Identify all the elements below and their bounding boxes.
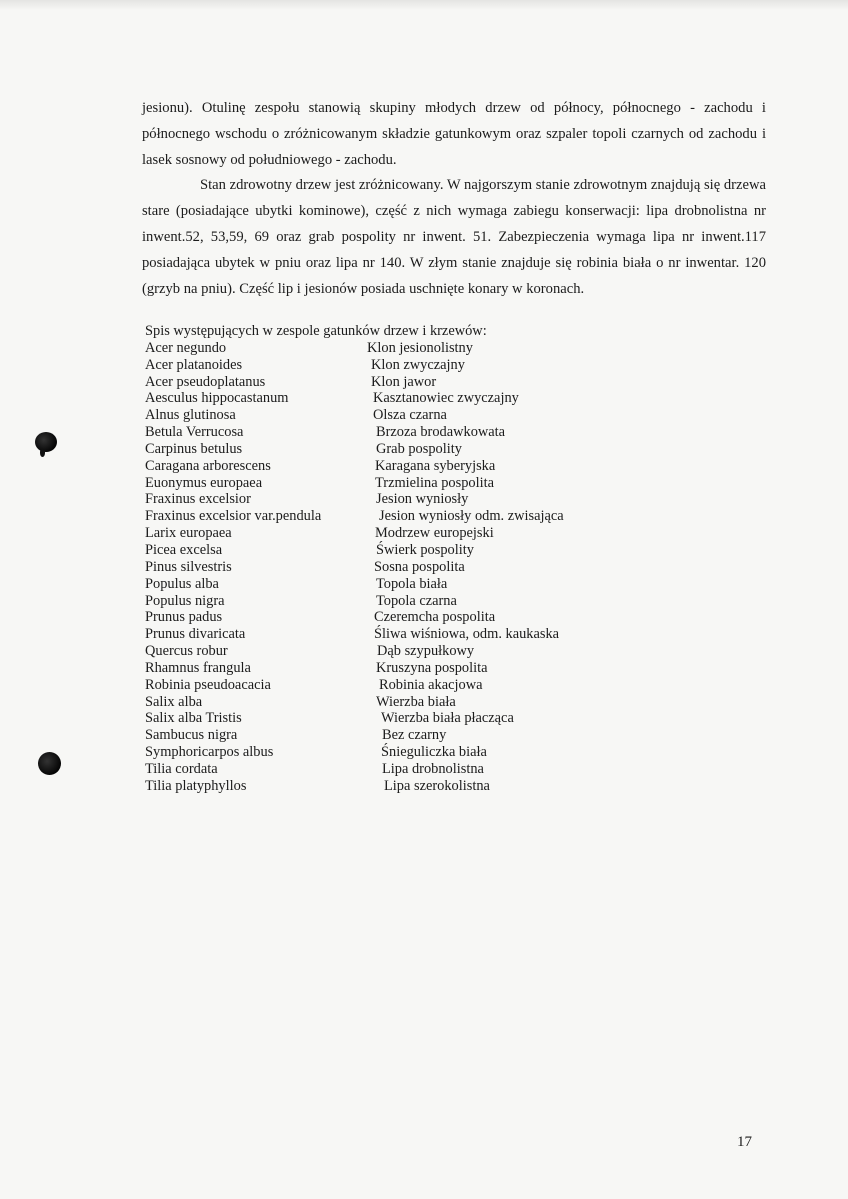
latin-name: Larix europaea bbox=[145, 525, 232, 542]
species-row bbox=[145, 491, 645, 508]
latin-name: Acer platanoides bbox=[145, 356, 243, 373]
polish-name: Śnieguliczka biała bbox=[381, 744, 487, 761]
polish-name: Kasztanowiec zwyczajny bbox=[373, 390, 519, 407]
polish-name: Lipa drobnolistna bbox=[382, 760, 484, 777]
species-row bbox=[145, 525, 645, 542]
polish-name: Dąb szypułkowy bbox=[377, 643, 475, 660]
body-text bbox=[142, 96, 766, 302]
latin-name: Tilia cordata bbox=[145, 760, 218, 777]
species-rows bbox=[145, 340, 645, 795]
latin-name: Populus nigra bbox=[145, 592, 225, 609]
polish-name: Klon jawor bbox=[371, 373, 437, 390]
species-row bbox=[145, 609, 645, 626]
scan-edge bbox=[0, 0, 848, 10]
species-row bbox=[145, 576, 645, 593]
latin-name: Tilia platyphyllos bbox=[145, 777, 247, 794]
paragraph: Stan zdrowotny drzew jest zróżnicowany. W najgorszym stanie zdrowotnym znajdują się drzewa stare (posiadające ubytki kominowe), część z nich wymaga zabiegu konserwacji: lipa drobnolistna nr inwent.52, 53,59, 69 oraz grab pospolity nr inwent. 51. Zabezpieczenia wymaga lipa nr inwent.117 posiadająca ubytek w pniu oraz lipa nr 140. W złym stanie znajduje się robinia biała o nr inwentar. 120 (grzyb na pniu). Część lip i jesionów posiada uschnięte konary w koronach. bbox=[142, 177, 766, 297]
species-row bbox=[145, 744, 645, 761]
species-row bbox=[145, 727, 645, 744]
polish-name: Świerk pospolity bbox=[376, 541, 474, 558]
polish-name: Jesion wyniosły odm. zwisająca bbox=[379, 508, 564, 525]
polish-name: Olsza czarna bbox=[373, 407, 447, 424]
polish-name: Czeremcha pospolita bbox=[374, 609, 496, 626]
species-row bbox=[145, 441, 645, 458]
polish-name: Robinia akacjowa bbox=[379, 676, 483, 693]
species-row bbox=[145, 390, 645, 407]
species-row bbox=[145, 626, 645, 643]
polish-name: Kruszyna pospolita bbox=[376, 659, 488, 676]
latin-name: Carpinus betulus bbox=[145, 440, 243, 457]
polish-name: Jesion wyniosły bbox=[376, 491, 469, 508]
latin-name: Rhamnus frangula bbox=[145, 659, 251, 676]
species-row bbox=[145, 593, 645, 610]
polish-name: Karagana syberyjska bbox=[375, 457, 496, 474]
latin-name: Prunus padus bbox=[145, 609, 223, 626]
latin-name: Prunus divaricata bbox=[145, 626, 246, 643]
latin-name: Populus alba bbox=[145, 575, 219, 592]
latin-name: Betula Verrucosa bbox=[145, 424, 244, 441]
punch-hole bbox=[35, 432, 57, 452]
species-row bbox=[145, 475, 645, 492]
species-row bbox=[145, 357, 645, 374]
species-row bbox=[145, 694, 645, 711]
species-row bbox=[145, 677, 645, 694]
punch-hole bbox=[38, 752, 61, 775]
species-row bbox=[145, 542, 645, 559]
latin-name: Symphoricarpos albus bbox=[145, 744, 274, 761]
latin-name: Quercus robur bbox=[145, 643, 228, 660]
polish-name: Klon zwyczajny bbox=[371, 356, 465, 373]
latin-name: Acer pseudoplatanus bbox=[145, 373, 266, 390]
latin-name: Salix alba bbox=[145, 693, 203, 710]
polish-name: Trzmielina pospolita bbox=[375, 474, 494, 491]
species-row bbox=[145, 778, 645, 795]
species-list bbox=[145, 323, 645, 795]
paragraph: jesionu). Otulinę zespołu stanowią skupiny młodych drzew od północy, północnego - zachodu i północnego wschodu o zróżnicowanym składzie gatunkowym oraz szpaler topoli czarnych od zachodu i lasek sosnowy od południowego - zachodu. bbox=[142, 100, 766, 168]
latin-name: Caragana arborescens bbox=[145, 457, 271, 474]
species-row bbox=[145, 424, 645, 441]
latin-name: Euonymus europaea bbox=[145, 474, 263, 491]
polish-name: Wierzba biała bbox=[376, 693, 456, 710]
latin-name: Sambucus nigra bbox=[145, 727, 238, 744]
polish-name: Sosna pospolita bbox=[374, 558, 465, 575]
polish-name: Grab pospolity bbox=[376, 440, 462, 457]
polish-name: Wierzba biała płacząca bbox=[381, 710, 514, 727]
page-number: 17 bbox=[737, 1134, 752, 1150]
species-row bbox=[145, 458, 645, 475]
latin-name: Picea excelsa bbox=[145, 541, 223, 558]
species-row bbox=[145, 559, 645, 576]
species-row bbox=[145, 407, 645, 424]
latin-name: Robinia pseudoacacia bbox=[145, 676, 271, 693]
species-row bbox=[145, 643, 645, 660]
polish-name: Topola czarna bbox=[376, 592, 457, 609]
species-row bbox=[145, 340, 645, 357]
polish-name: Śliwa wiśniowa, odm. kaukaska bbox=[374, 626, 560, 643]
polish-name: Topola biała bbox=[376, 575, 448, 592]
latin-name: Alnus glutinosa bbox=[145, 407, 236, 424]
latin-name: Pinus silvestris bbox=[145, 558, 232, 575]
polish-name: Lipa szerokolistna bbox=[384, 777, 490, 794]
latin-name: Fraxinus excelsior bbox=[145, 491, 251, 508]
species-row bbox=[145, 761, 645, 778]
species-row bbox=[145, 374, 645, 391]
latin-name: Salix alba Tristis bbox=[145, 710, 242, 727]
latin-name: Fraxinus excelsior var.pendula bbox=[145, 508, 322, 525]
latin-name: Aesculus hippocastanum bbox=[145, 390, 289, 407]
polish-name: Bez czarny bbox=[382, 727, 447, 744]
polish-name: Modrzew europejski bbox=[375, 525, 494, 542]
polish-name: Brzoza brodawkowata bbox=[376, 424, 506, 441]
polish-name: Klon jesionolistny bbox=[367, 339, 473, 356]
species-row bbox=[145, 660, 645, 677]
species-list-heading: Spis występujących w zespole gatunków drzew i krzewów: bbox=[145, 323, 487, 339]
species-row bbox=[145, 508, 645, 525]
latin-name: Acer negundo bbox=[145, 339, 227, 356]
species-row bbox=[145, 710, 645, 727]
